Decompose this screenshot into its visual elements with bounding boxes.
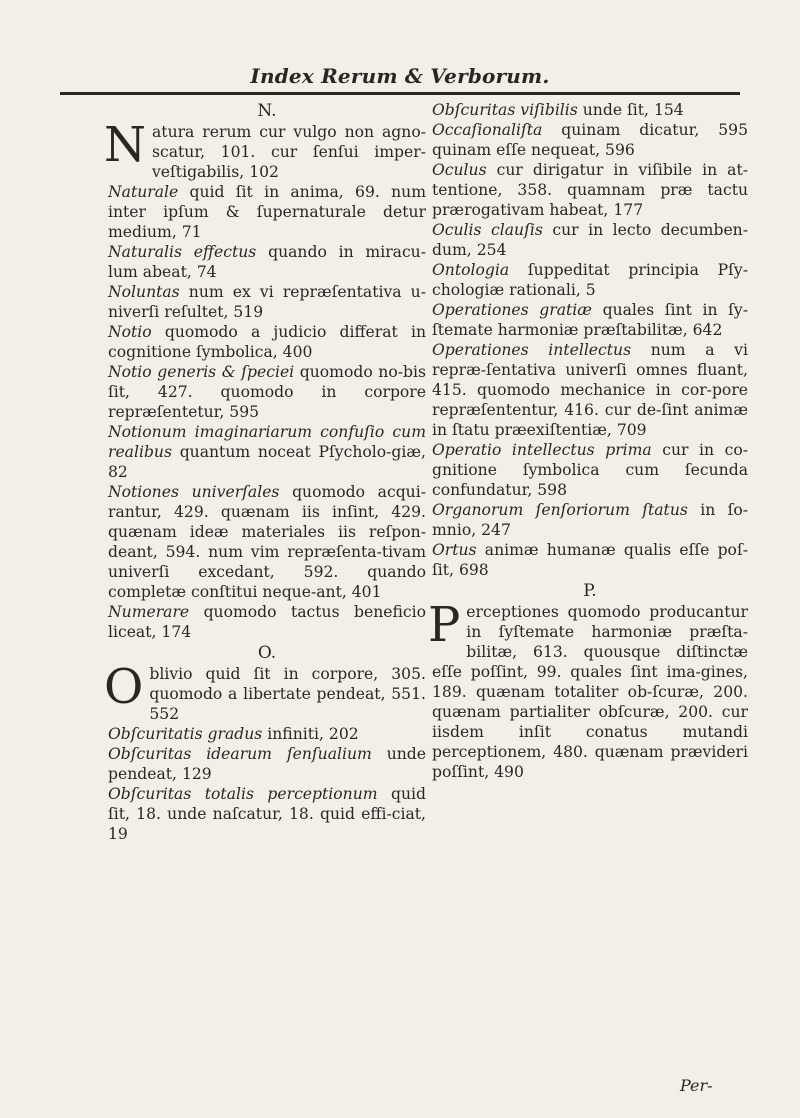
index-entry	[432, 260, 748, 300]
running-head: Index Rerum & Verborum.	[250, 64, 550, 88]
section-letter-o: O.	[257, 643, 277, 663]
index-entry	[108, 744, 426, 784]
entry-text: cur dirigatur in viſibile in at-tentione, 358. quamnam præ tactu prærogativam habeat, 177	[432, 161, 748, 219]
index-entry	[108, 362, 426, 422]
right-column	[428, 100, 748, 782]
catchword: Per-	[680, 1076, 713, 1095]
entry-text: quomodo no-bis ſit, 427. quomodo in corpore repræſentetur, 595	[108, 363, 426, 421]
entry-term: Notionum imaginariarum confuſio cum realibus	[108, 423, 426, 461]
index-entry	[108, 242, 426, 282]
index-entry	[428, 597, 748, 782]
index-entry	[432, 160, 748, 220]
entry-term: Operationes gratiæ	[432, 301, 592, 319]
entry-term: Operatio intellectus prima	[432, 441, 652, 459]
entry-text: unde ſit, 154	[582, 101, 684, 119]
index-entry	[108, 482, 426, 602]
entry-text: cur in co-gnitione ſymbolica cum ſecunda confundatur, 598	[432, 441, 748, 499]
entry-term: Ontologia	[432, 261, 510, 279]
index-entry	[104, 117, 426, 182]
entry-text: quomodo tactus beneficio liceat, 174	[108, 603, 426, 641]
index-entry	[108, 602, 426, 642]
entry-term: Oculis clauſis	[432, 221, 543, 239]
entry-text: in ſo-mnio, 247	[432, 501, 748, 539]
section-letter-n: N.	[257, 101, 277, 121]
entry-term: Noluntas	[108, 283, 180, 301]
index-entry	[432, 340, 748, 440]
entry-text: quid ſit in anima, 69. num inter ipſum & ſupernaturale detur medium, 71	[108, 183, 426, 241]
entry-term: Obſcuritas viſibilis	[432, 101, 578, 119]
entry-term: Oculus	[432, 161, 487, 179]
index-entry	[108, 422, 426, 482]
entry-text: quomodo a judicio differat in cognitione ſymbolica, 400	[108, 323, 426, 361]
entry-term: Ortus	[432, 541, 477, 559]
entry-term: Obſcuritas totalis perceptionum	[108, 785, 378, 803]
index-entry	[108, 784, 426, 844]
entry-text: num a vi repræ-ſentativa univerſi omnes fluant, 415. quomodo mechanice in cor-pore repræſententur, 416. cur de-ſint animæ in ſtatu præexiſtentiæ, 709	[432, 341, 748, 439]
entry-term: Notiones univerſales	[108, 483, 280, 501]
entry-term: Numerare	[108, 603, 190, 621]
index-entry	[432, 100, 748, 120]
entry-term: Organorum ſenſoriorum ſtatus	[432, 501, 688, 519]
header-rule	[60, 92, 740, 95]
entry-text: quid ſit, 18. unde naſcatur, 18. quid effi-ciat, 19	[108, 785, 426, 843]
entry-term: Operationes intellectus	[432, 341, 632, 359]
index-entry	[108, 724, 426, 744]
index-entry	[432, 120, 748, 160]
entry-term: Notio generis & ſpeciei	[108, 363, 295, 381]
entry-term: Occaſionaliſta	[432, 121, 543, 139]
entry-text: quomodo acqui-rantur, 429. quænam iis inſint, 429. quænam ideæ materiales iis reſpon-deant, 594. num vim repræſenta-tivam univerſi excedant, 592. quando completæ conſtitui neque-ant, 401	[108, 483, 426, 601]
entry-text: quales ſint in ſy-ſtemate harmoniæ præſtabilitæ, 642	[432, 301, 748, 339]
entry-term: Naturalis effectus	[108, 243, 257, 261]
left-column	[104, 100, 426, 844]
index-entry	[104, 659, 426, 724]
entry-text: quantum noceat Pſycholo-giæ, 82	[108, 443, 426, 481]
initial-letter: P	[428, 597, 461, 653]
entry-text: erceptiones quomodo producantur in ſyſtemate harmoniæ præſta-bilitæ, 613. quousque diſtinctæ eſſe poſſint, 99. quales ſint ima-gines, 189. quænam totaliter ob-ſcuræ, 200. quænam partialiter obſcuræ, 200. cur iisdem inſit conatus mutandi perceptionem, 480. quænam prævideri poſſint, 490	[432, 603, 748, 781]
section-letter-p: P.	[583, 581, 597, 601]
initial-letter: N	[104, 117, 146, 173]
entry-term: Naturale	[108, 183, 179, 201]
index-entry	[432, 220, 748, 260]
entry-term: Obſcuritatis gradus	[108, 725, 263, 743]
index-entry	[432, 500, 748, 540]
entry-text: cur in lecto decumben-dum, 254	[432, 221, 748, 259]
entry-text: atura rerum cur vulgo non agno-scatur, 101. cur ſenſui imper-veſtigabilis, 102	[152, 123, 426, 181]
index-entry	[108, 282, 426, 322]
entry-term: Notio	[108, 323, 152, 341]
index-entry	[108, 322, 426, 362]
entry-text: infiniti, 202	[267, 725, 359, 743]
index-entry	[108, 182, 426, 242]
entry-text: quinam dicatur, 595 quinam eſſe nequeat, 596	[432, 121, 748, 159]
index-entry	[432, 540, 748, 580]
entry-text: animæ humanæ qualis eſſe poſ-ſit, 698	[432, 541, 748, 579]
entry-text: ſuppeditat principia Pſy-chologiæ rationali, 5	[432, 261, 748, 299]
entry-text: unde pendeat, 129	[108, 745, 426, 783]
entry-text: blivio quid ſit in corpore, 305. quomodo a libertate pendeat, 551. 552	[149, 665, 426, 723]
index-entry	[432, 300, 748, 340]
entry-text: quando in miracu-lum abeat, 74	[108, 243, 426, 281]
entry-term: Obſcuritas idearum ſenſualium	[108, 745, 372, 763]
entry-text: num ex vi repræſentativa u-niverſi reſultet, 519	[108, 283, 426, 321]
initial-letter: O	[104, 659, 144, 715]
index-entry	[432, 440, 748, 500]
